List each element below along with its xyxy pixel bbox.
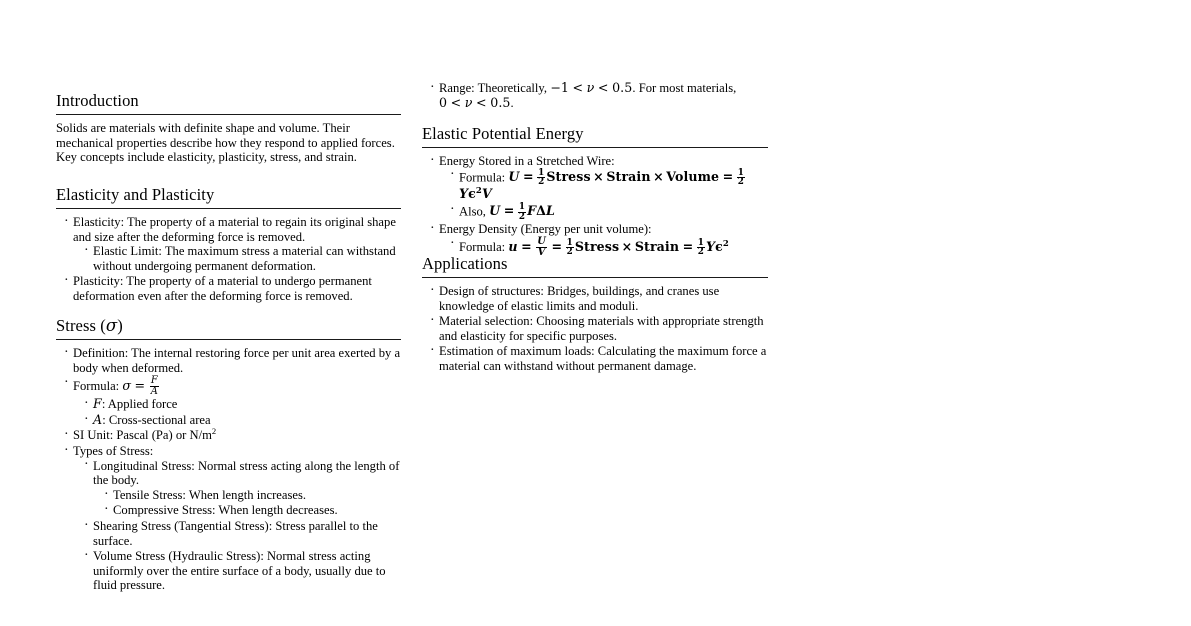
formula-variable-list <box>84 397 401 427</box>
heading-rule <box>56 114 401 115</box>
nu-symbol: ν <box>586 80 595 95</box>
fraction-numerator: U <box>537 236 546 247</box>
list-item-text: Design of structures: Bridges, buildings, and cranes use knowledge of elastic limits and moduli. <box>439 283 720 313</box>
si-unit-exponent: 2 <box>211 426 217 437</box>
delta-symbol: Δ <box>536 203 547 219</box>
equals-sign: = <box>722 168 734 184</box>
sigma-symbol: σ <box>122 378 132 394</box>
heading-rule <box>422 277 768 278</box>
list-item <box>430 284 768 313</box>
range-prefix: Range: Theoretically, <box>439 81 551 95</box>
si-unit-text: SI Unit: Pascal (Pa) or N/m <box>73 428 212 443</box>
also-label: Also, <box>459 204 486 219</box>
applications-list <box>430 284 768 374</box>
fraction-numerator: 1 <box>518 201 526 212</box>
equals-sign: = <box>503 203 515 219</box>
heading-introduction: Introduction <box>56 91 139 110</box>
variable-f-symbol: F <box>93 396 102 412</box>
v-symbol: V <box>481 186 492 202</box>
list-item-text: Definition: The internal restoring force per unit area exerted by a body when deformed. <box>73 345 401 375</box>
heading-stress <box>56 317 401 339</box>
equals-sign: = <box>682 238 694 254</box>
fraction-f-over-a <box>150 376 159 397</box>
list-item-text: Material selection: Choosing materials with appropriate strength and elasticity for specific purposes. <box>439 314 764 343</box>
list-item-text: Estimation of maximum loads: Calculating the maximum force a material can withstand without permanent damage. <box>439 344 767 373</box>
stored-energy-label: Energy Stored in a Stretched Wire: <box>439 153 615 168</box>
stress-word: Stress <box>546 168 591 184</box>
list-item <box>84 413 401 428</box>
heading-rule <box>56 339 401 340</box>
list-item-text: Compressive Stress: When length decreases. <box>113 503 338 518</box>
less-than-sign: < <box>572 80 584 95</box>
range-suffix: . For most materials, <box>632 81 737 95</box>
list-item-text: Volume Stress (Hydraulic Stress): Normal stress acting uniformly over the entire surface of a body, usually due to fluid pressure. <box>93 549 386 593</box>
list-item <box>64 428 401 443</box>
less-than-sign: < <box>476 94 487 110</box>
energy-density-formula <box>508 236 729 259</box>
range-list <box>430 81 768 110</box>
longitudinal-sublist <box>104 488 401 518</box>
heading-elastic-potential-energy: Elastic Potential Energy <box>422 124 584 143</box>
stress-word: Stress <box>574 238 620 254</box>
heading-rule <box>56 208 401 209</box>
list-item-formula <box>450 169 768 202</box>
fraction-denominator: A <box>150 386 158 398</box>
f-symbol: F <box>527 203 537 219</box>
list-item-text: Shearing Stress (Tangential Stress): Stress parallel to the surface. <box>93 518 378 548</box>
heading-applications: Applications <box>422 254 508 273</box>
list-item-text: Elastic Limit: The maximum stress a material can withstand without undergoing permanent deformation. <box>93 244 396 273</box>
list-item <box>84 244 401 273</box>
l-symbol: L <box>546 203 555 219</box>
times-sign: × <box>653 168 664 184</box>
list-item <box>84 459 401 518</box>
equals-sign: = <box>551 238 563 254</box>
list-item <box>64 274 401 303</box>
upper-bound: 0.5 <box>612 80 633 95</box>
elasticity-list <box>64 215 401 304</box>
energy-density-label: Energy Density (Energy per unit volume): <box>439 222 652 237</box>
strain-word: Strain <box>606 168 651 184</box>
section-elastic-potential-energy <box>422 125 768 259</box>
epsilon-symbol: ϵ <box>468 186 476 202</box>
list-item <box>64 215 401 273</box>
heading-stress-close: ) <box>117 316 123 335</box>
list-item-text: Elasticity: The property of a material to regain its original shape and size after the deforming force is removed. <box>73 214 396 244</box>
formula-label: Formula: <box>459 169 506 184</box>
fraction-denominator: 2 <box>697 247 704 258</box>
u-symbol: U <box>508 168 520 184</box>
less-than-sign: < <box>450 94 462 110</box>
formula-label: Formula: <box>73 379 120 394</box>
times-sign: × <box>593 168 604 184</box>
heading-elasticity-and-plasticity: Elasticity and Plasticity <box>56 185 215 204</box>
list-item-formula <box>450 203 768 222</box>
fraction-one-half <box>518 203 526 222</box>
u-small-symbol: u <box>508 238 518 254</box>
stored-energy-sublist <box>450 169 768 222</box>
lower-bound: −1 <box>550 80 569 95</box>
stress-list <box>64 346 401 593</box>
variable-a-text: : Cross-sectional area <box>102 412 211 427</box>
stress-types-list <box>84 459 401 593</box>
sigma-symbol: σ <box>105 316 118 335</box>
times-sign: × <box>621 238 633 254</box>
fraction-denominator: 2 <box>737 177 745 188</box>
section-applications <box>422 255 768 375</box>
epsilon-exponent: 2 <box>722 238 729 249</box>
elasticity-sublist <box>84 244 401 273</box>
section-stress <box>56 317 401 594</box>
formula-label: Formula: <box>459 239 506 254</box>
y-symbol: Y <box>705 238 716 254</box>
fraction-denominator: 2 <box>566 247 573 258</box>
fraction-denominator: 2 <box>538 177 545 188</box>
list-item <box>104 488 401 503</box>
equals-sign: = <box>134 378 146 394</box>
nu-symbol: ν <box>464 94 473 110</box>
epsilon-symbol: ϵ <box>715 238 723 254</box>
fraction-numerator: 1 <box>737 167 745 178</box>
variable-f-text: : Applied force <box>101 397 178 412</box>
fraction-numerator: 1 <box>697 237 704 248</box>
range-period: . <box>510 95 514 110</box>
list-item <box>430 222 768 258</box>
fraction-denominator: 2 <box>518 211 526 222</box>
types-label: Types of Stress: <box>73 443 154 458</box>
equals-sign: = <box>521 238 532 254</box>
poisson-ratio-range-continuation <box>422 81 768 111</box>
u-symbol: U <box>489 203 501 219</box>
list-item-text: Plasticity: The property of a material to undergo permanent deformation even after the deforming force is removed. <box>73 274 372 303</box>
equals-sign: = <box>522 168 534 184</box>
variable-a-symbol: A <box>93 411 103 427</box>
introduction-paragraph: Solids are materials with definite shape and volume. Their mechanical properties describe how they respond to applied forces. Key concepts include elasticity, plasticity, stress, and strain. <box>56 120 395 165</box>
upper-bound: 0.5 <box>490 94 511 110</box>
list-item <box>84 549 401 593</box>
stress-formula <box>122 375 160 398</box>
list-item <box>64 346 401 375</box>
less-than-sign: < <box>597 80 609 95</box>
list-item <box>430 154 768 221</box>
list-item-text: Tensile Stress: When length increases. <box>113 487 306 502</box>
list-item-formula <box>64 376 401 427</box>
section-elasticity-and-plasticity <box>56 186 401 305</box>
list-item <box>430 344 768 373</box>
y-symbol: Y <box>459 186 469 202</box>
range-inequality-2 <box>439 95 511 110</box>
heading-rule <box>422 147 768 148</box>
list-item <box>430 314 768 343</box>
list-item <box>430 81 768 110</box>
list-item <box>84 519 401 548</box>
epsilon-exponent: 2 <box>475 186 482 196</box>
fraction-denominator: V <box>537 247 546 259</box>
list-item-text: Longitudinal Stress: Normal stress acting along the length of the body. <box>93 458 400 488</box>
fraction-one-half <box>537 169 545 188</box>
strain-word: Strain <box>634 238 680 254</box>
section-introduction <box>56 92 401 169</box>
lower-bound: 0 <box>439 94 448 110</box>
range-inequality-1 <box>550 80 632 95</box>
fraction-numerator: F <box>150 375 158 387</box>
energy-also-formula <box>489 201 555 222</box>
fraction-one-half <box>737 169 745 188</box>
list-item <box>104 503 401 518</box>
heading-stress-text: Stress ( <box>56 316 106 335</box>
list-item <box>84 397 401 412</box>
fraction-numerator: 1 <box>538 167 545 178</box>
energy-list <box>430 154 768 258</box>
list-item <box>64 444 401 593</box>
fraction-numerator: 1 <box>566 237 573 248</box>
volume-word: Volume <box>666 168 720 184</box>
